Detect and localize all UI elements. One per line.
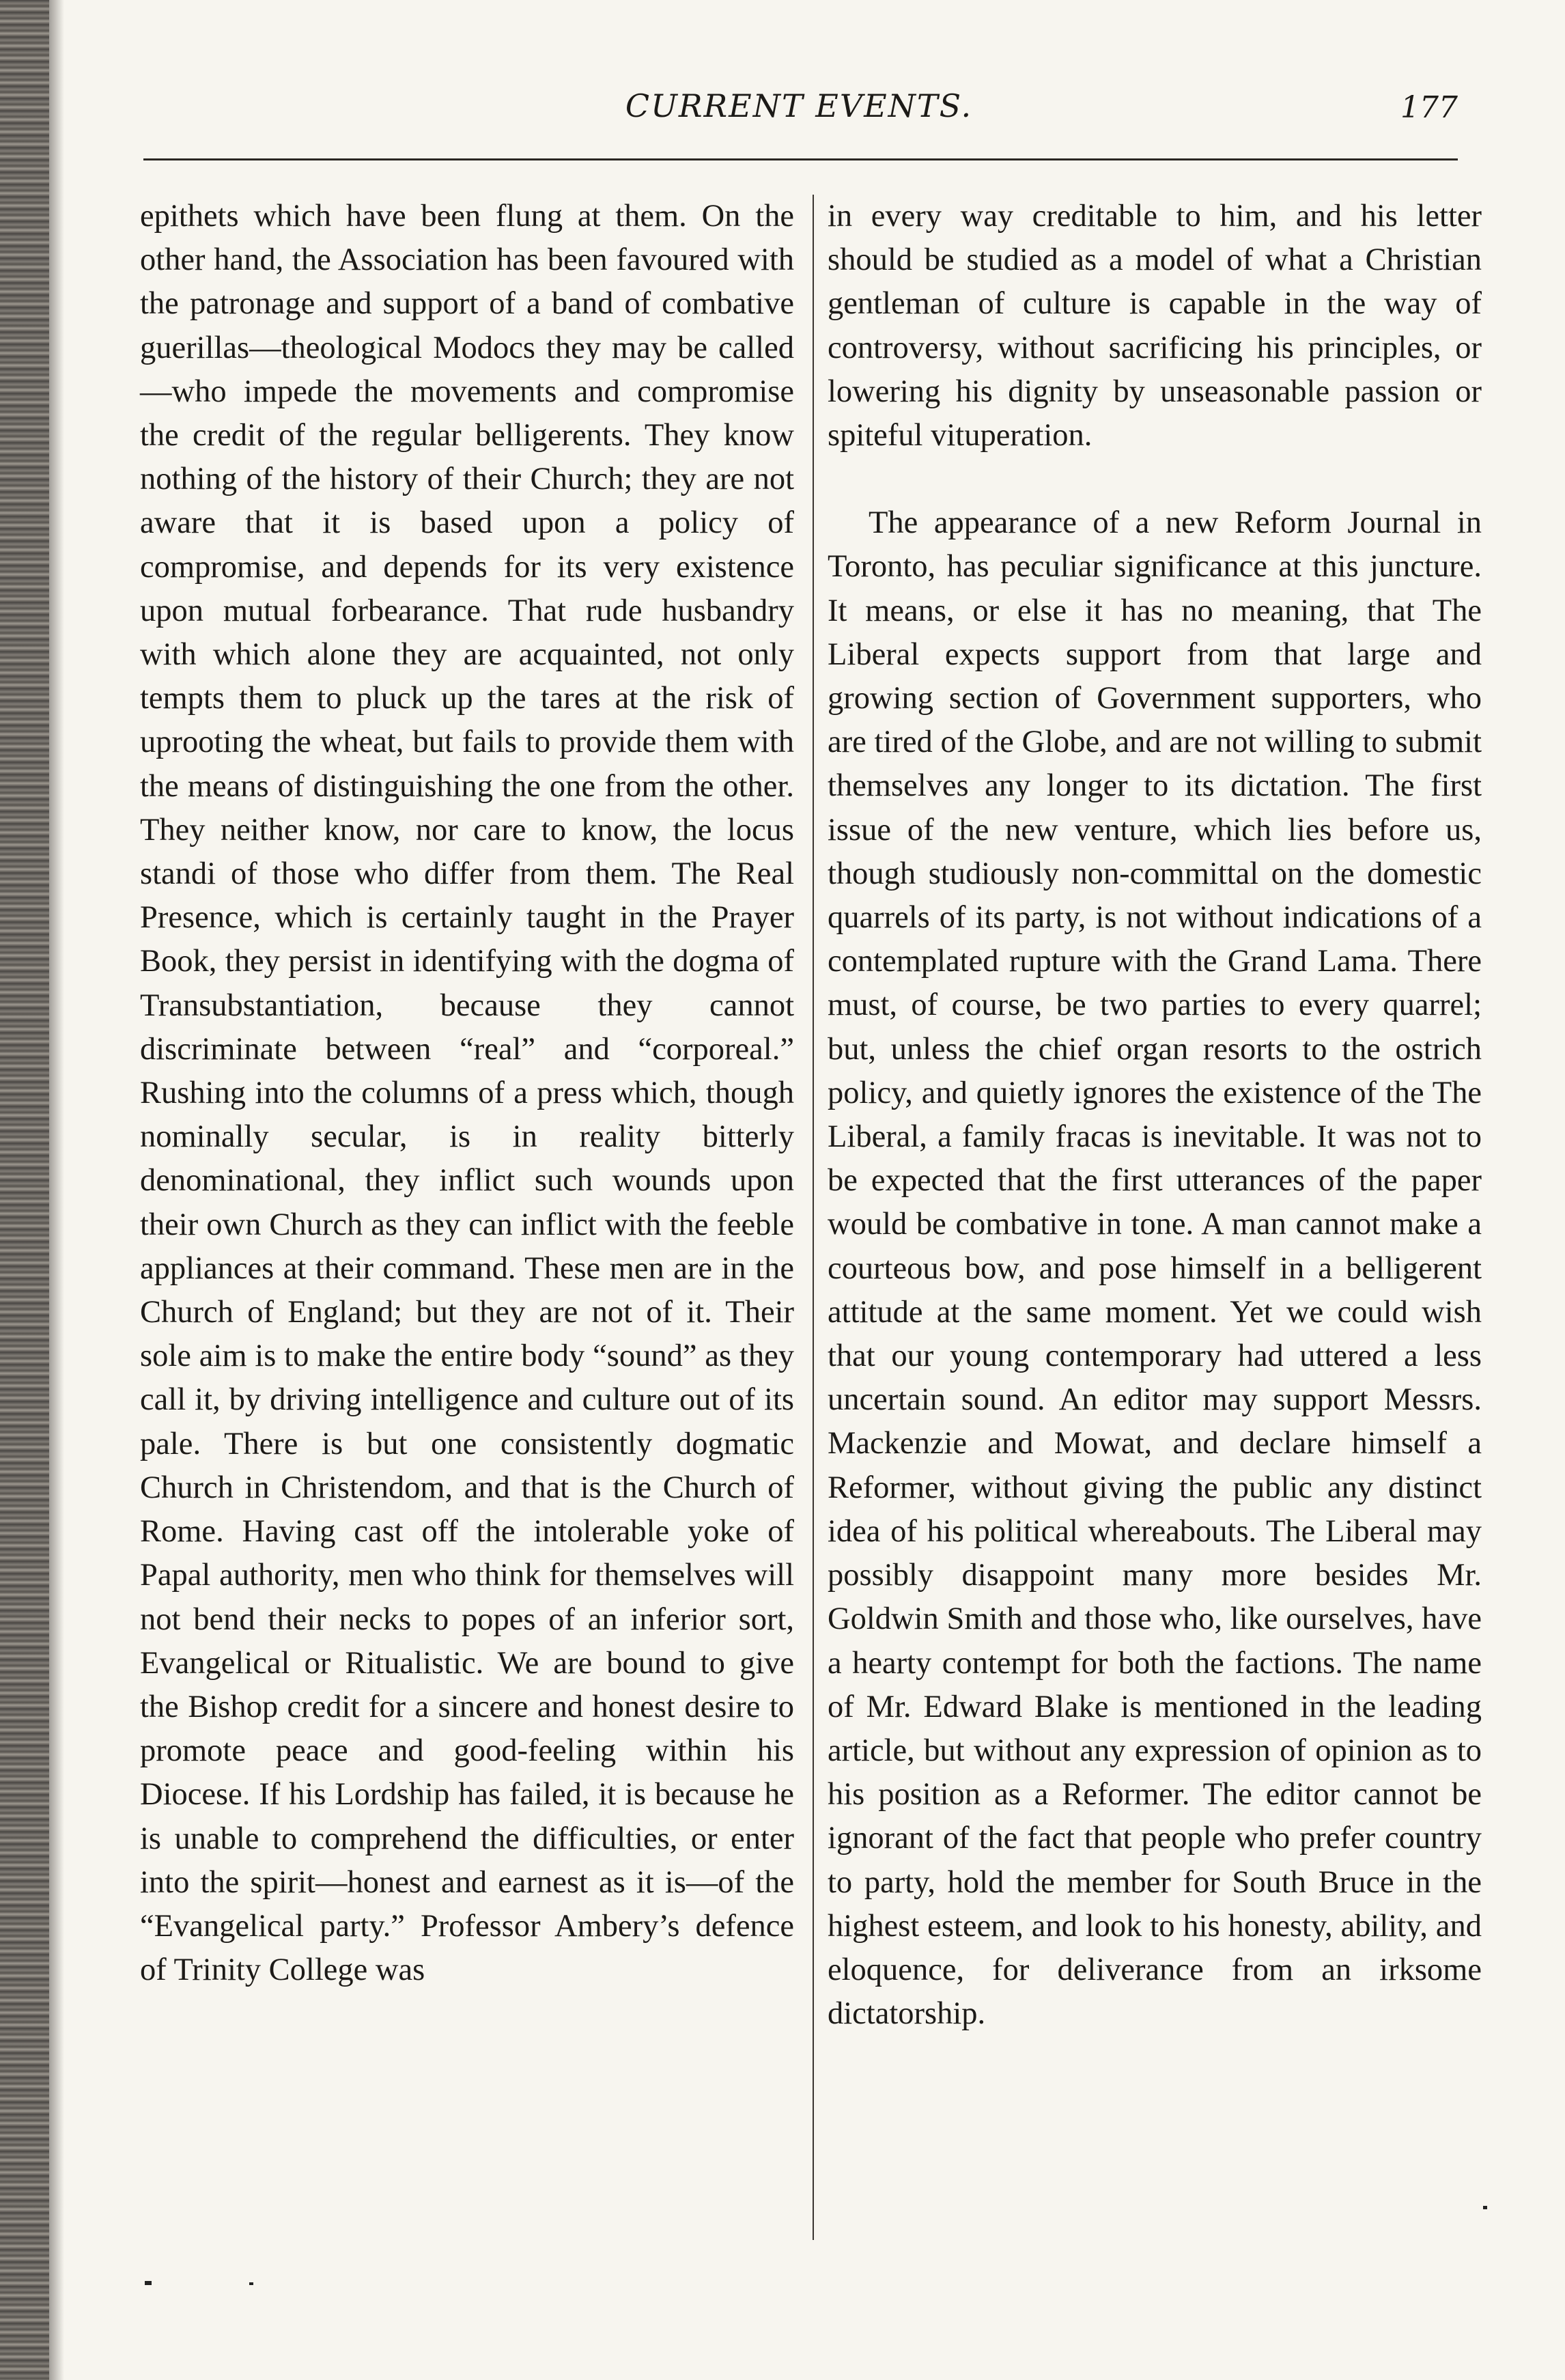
print-speck — [1483, 2206, 1487, 2209]
binding-shadow — [49, 0, 64, 2380]
left-paragraph-1: epithets which have been flung at them. On the other hand, the Association has been favoured with the patronage and support of a band of combative guerillas—theological Modocs they may be called—who impede the movements and compromise the credit of the regular belligerents. They know nothing of the history of their Church; they are not aware that it is based upon a policy of compromise, and depends for its very existence upon mutual forbearance. That rude husbandry with which alone they are acquainted, not only tempts them to pluck up the tares at the risk of uprooting the wheat, but fails to provide them with the means of distinguishing the one from the other. They neither know, nor care to know, the locus standi of those who differ from them. The Real Presence, which is certainly taught in the Prayer Book, they persist in identifying with the dogma of Transubstantiation, because they cannot discriminate between “real” and “corporeal.” Rushing into the columns of a press which, though nominally secular, is in reality bitterly denominational, they inflict such wounds upon their own Church as they can inflict with the feeble appliances at their command. These men are in the Church of England; but they are not of it. Their sole aim is to make the entire body “sound” as they call it, by driving intelligence and culture out of its pale. There is but one consistently dogmatic Church in Christendom, and that is the Church of Rome. Having cast off the intolerable yoke of Papal authority, men who think for themselves will not bend their necks to popes of an inferior sort, Evangelical or Ritualistic. We are bound to give the Bishop credit for a sincere and honest desire to promote peace and good-feeling within his Diocese. If his Lordship has failed, it is because he is unable to comprehend the difficulties, or enter into the spirit—honest and earnest as it is—of the “Evangelical party.” Professor Ambery’s defence of Trinity College was — [140, 199, 794, 1988]
right-column — [828, 195, 1482, 2036]
page-binding-edge — [0, 0, 49, 2380]
print-speck — [249, 2282, 253, 2285]
page-number: 177 — [1400, 90, 1458, 125]
running-title: CURRENT EVENTS. — [625, 87, 973, 124]
running-head — [140, 81, 1458, 135]
print-speck — [145, 2281, 152, 2285]
right-paragraph-2: The appearance of a new Reform Journal in Toronto, has peculiar significance at this juncture. It means, or else it has no meaning, that The Liberal expects support from that large and growing section of Government supporters, who are tired of the Globe, and are not willing to submit themselves any longer to its dictation. The first issue of the new venture, which lies before us, though studiously non-committal on the domestic quarrels of its party, is not without indications of a contemplated rupture with the Grand Lama. There must, of course, be two parties to every quarrel; but, unless the chief organ resorts to the ostrich policy, and quietly ignores the existence of the The Liberal, a family fracas is inevitable. It was not to be expected that the first utterances of the paper would be combative in tone. A man cannot make a courteous bow, and pose himself in a belligerent attitude at the same moment. Yet we could wish that our young contemporary had uttered a less uncertain sound. An editor may support Messrs. Mackenzie and Mowat, and declare himself a Reformer, without giving the public any distinct idea of his political whereabouts. The Liberal may possibly disappoint many more besides Mr. Goldwin Smith and those who, like ourselves, have a hearty contempt for both the factions. The name of Mr. Edward Blake is mentioned in the leading article, but without any expression of opinion as to his position as a Reformer. The editor cannot be ignorant of the fact that people who prefer country to party, hold the member for South Bruce in the highest esteem, and look to his honesty, ability, and eloquence, for deliverance from an irksome dictatorship. — [828, 505, 1482, 2032]
left-column — [140, 195, 794, 1992]
column-divider — [813, 195, 814, 2240]
right-paragraph-1: in every way creditable to him, and his letter should be studied as a model of what a Christian gentleman of culture is capable in the way of controversy, without sacrificing his principles, or lowering his dignity by unseasonable passion or spiteful vituperation. — [828, 199, 1482, 453]
header-rule — [143, 158, 1458, 160]
